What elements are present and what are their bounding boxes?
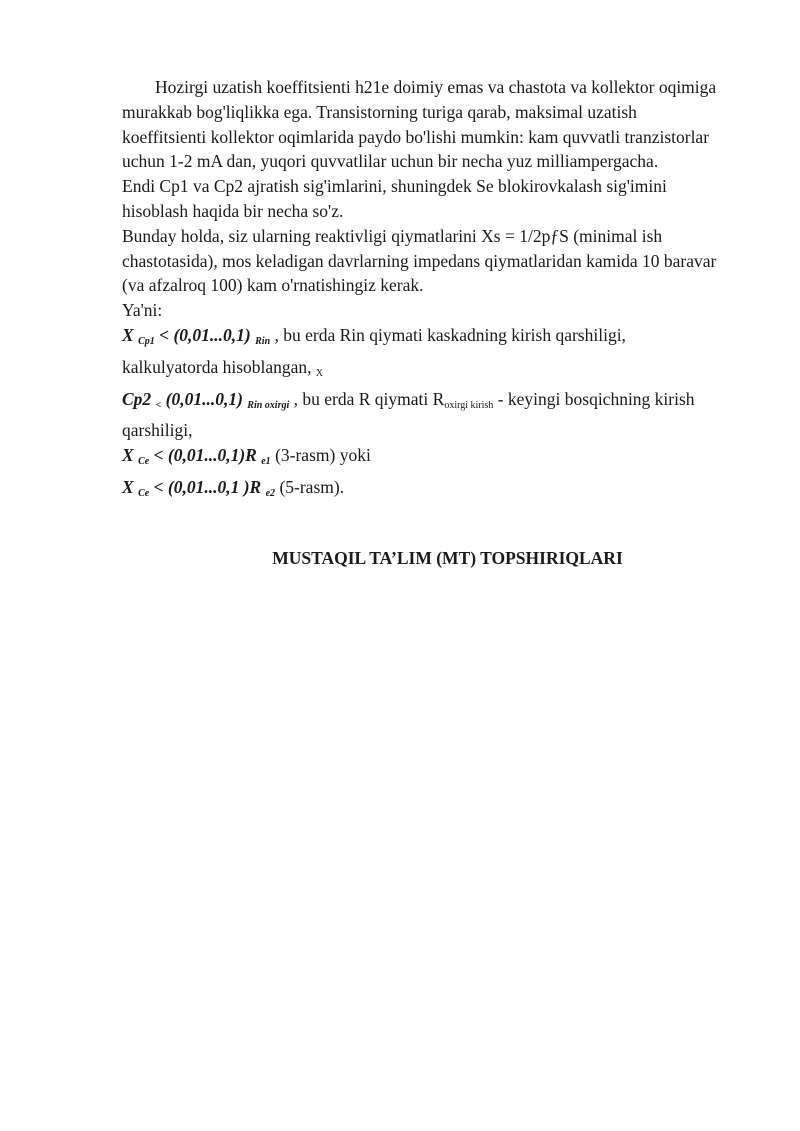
paragraph-transfer-coefficient: Hozirgi uzatish koeffitsienti h21e doimiy emas va chastota va kollektor oqimiga murakkab bog'liqlikka ega. Transistorning turiga qarab, maksimal uzatish koeffitsienti kollektor oqimlarida paydo bo'lishi mumkin: kam quvvatli tranzistorlar uchun 1-2 mA dan, yuqori quvvatlilar uchun bir necha yuz milliampergacha. [122,77,717,172]
formula-cp2-op: (0,01...0,1) [165,388,243,409]
formula-ce-5-op: < (0,01...0,1 )R [153,476,262,497]
formula-cp1-lhs: X [122,324,134,345]
formula-cp2-tail-sub: oxirgi kirish [444,399,494,411]
formula-ce-3 [122,443,722,475]
formula-ce-5 [122,475,722,507]
formula-ce-5-lhs-sub: Ce [138,487,150,499]
formula-ce-3-rhs-sub: e1 [261,456,271,468]
formula-cp2-tail-b: - keyingi bosqichning kirish qarshiligi, [122,388,695,441]
formula-ce-3-lhs-sub: Ce [138,456,150,468]
formula-ce-5-tail: (5-rasm). [279,476,345,497]
formula-ce-5-rhs-sub: e2 [265,487,276,499]
body-text [122,75,722,507]
formula-cp1-tail-small: X [315,367,324,379]
formula-cp1 [122,323,722,387]
formula-cp1-rhs-sub: Rin [255,335,271,347]
formula-ce-3-lhs: X [122,445,134,466]
section-heading: MUSTAQIL TA’LIM (MT) TOPSHIRIQLARI [272,548,623,568]
formula-cp1-lhs-sub: Cp1 [138,335,155,347]
formula-ce-3-op: < (0,01...0,1)R [153,445,257,466]
formula-cp2 [122,387,722,444]
paragraph-capacitors-intro: Endi Cp1 va Cp2 ajratish sig'imlarini, shuningdek Se blokirovkalash sig'imini hisoblash haqida bir necha so'z. [122,176,667,221]
paragraph-reactance: Bunday holda, siz ularning reaktivligi qiymatlarini Xs = 1/2pƒS (minimal ish chastotasida), mos keladigan davrlarning impedans qiymatlaridan kamida 10 baravar (va afzalroq 100) kam o'rnatishingiz kerak. [122,225,717,296]
formula-cp2-lhs: Cp2 [122,388,152,409]
formula-cp2-rhs-sub: Rin oxirgi [247,399,290,411]
formula-ce-5-lhs: X [122,476,134,497]
formula-cp2-op-small: < [155,399,162,411]
paragraph-yani: Ya'ni: [122,300,163,321]
formula-ce-3-tail: (3-rasm) yoki [275,445,371,466]
formula-cp1-tail: , bu erda Rin qiymati kaskadning kirish qarshiligi, kalkulyatorda hisoblangan, [122,324,626,377]
formula-cp2-tail-a: , bu erda R qiymati R [293,388,445,409]
formula-cp1-op: < (0,01...0,1) [159,324,251,345]
